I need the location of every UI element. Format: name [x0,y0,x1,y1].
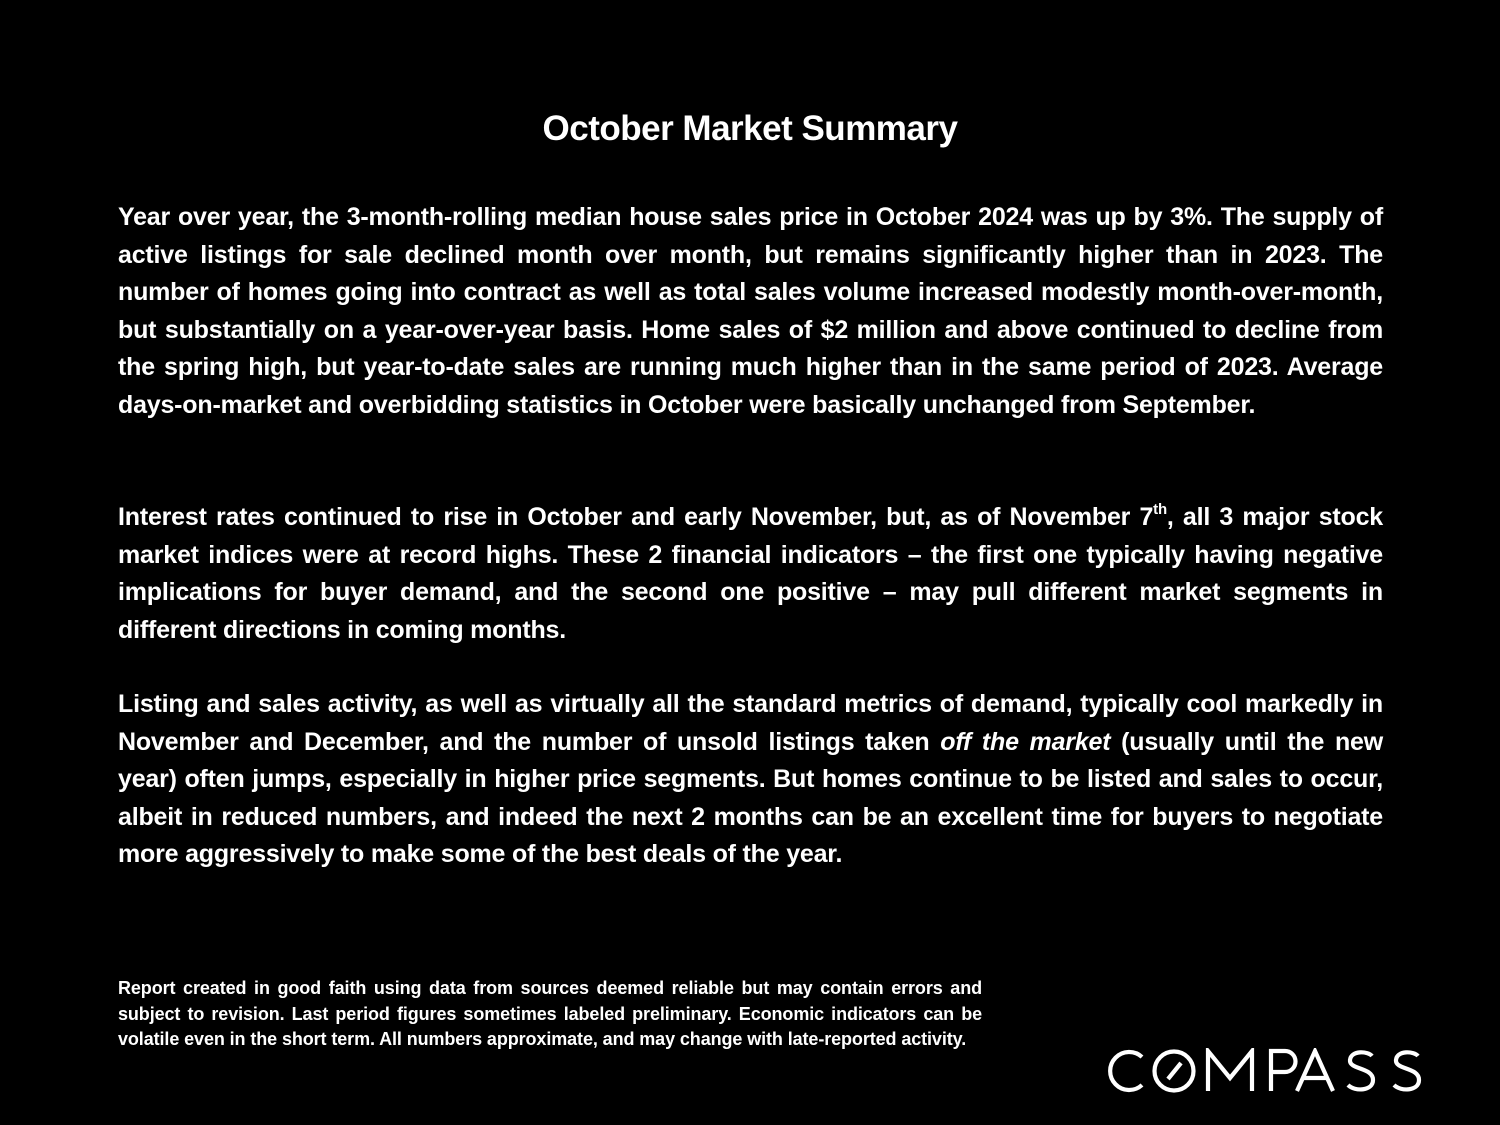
seasonal-text-start: Listing and sales activity, as well as virtually all the standard metrics of demand, typically cool markedly in November and December, and the number of unsold listings taken [118,690,1383,756]
page-title: October Market Summary [542,109,958,148]
rates-text-start: Interest rates continued to rise in October and early November, but, as of November 7 [118,503,1154,531]
ordinal-suffix: th [1153,500,1167,518]
compass-logo [1104,1048,1422,1094]
rates-text-end: , all 3 major stock market indices were at record highs. These 2 financial indicators – the first one typically having negative implications for buyer demand, and the second one positive – may pull different market segments in different directions in coming months. [118,503,1383,644]
seasonal-text-end: (usually until the new year) often jumps, especially in higher price segments. But homes continue to be listed and sales to occur, albeit in reduced numbers, and indeed the next 2 months can be an excellent time for buyers to negotiate more aggressively to make some of the best deals of the year. [118,727,1383,868]
summary-paragraph-rates [118,499,1383,649]
summary-paragraph-seasonal [118,686,1383,874]
disclaimer-text: Report created in good faith using data from sources deemed reliable but may contain errors and subject to revision. Last period figures sometimes labeled preliminary. Economic indicators can be volatile even in the short term. All numbers approximate, and may change with late-reported activity. [118,978,982,1049]
summary-paragraph-prices: Year over year, the 3-month-rolling median house sales price in October 2024 was up by 3%. The supply of active listings for sale declined month over month, but remains significantly higher than in 2023. The number of homes going into contract as well as total sales volume increased modestly month-over-month, but substantially on a year-over-year basis. Home sales of $2 million and above continued to decline from the spring high, but year-to-date sales are running much higher than in the same period of 2023. Average days-on-market and overbidding statistics in October were basically unchanged from September. [118,203,1383,419]
emphasis-off-market: off the market [940,727,1111,756]
